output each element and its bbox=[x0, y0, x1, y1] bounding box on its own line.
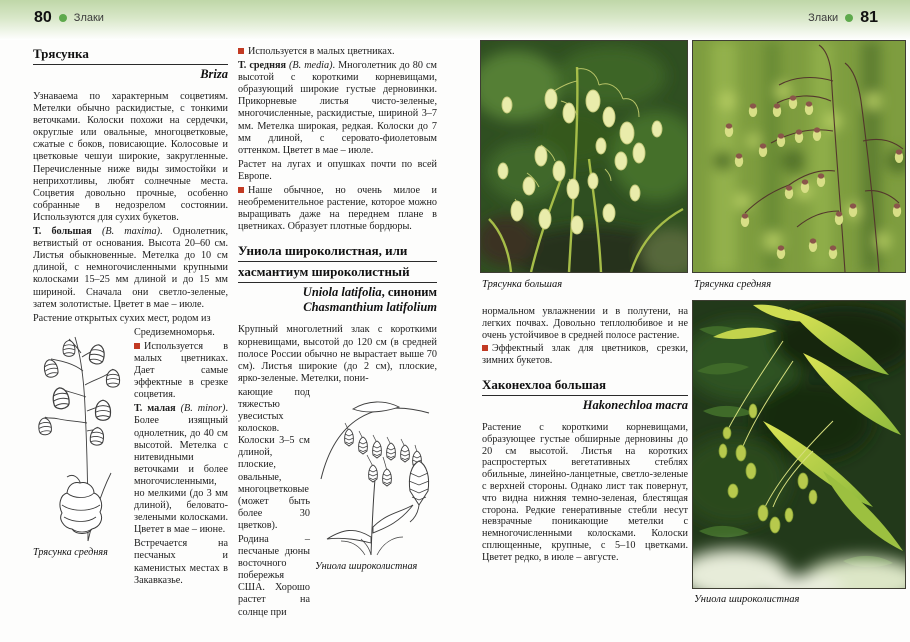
figure-caption-briza: Трясунка средняя bbox=[33, 546, 108, 558]
red-square-bullet-icon bbox=[238, 48, 244, 54]
photo-briza-media bbox=[692, 40, 906, 273]
photo-caption-briza-maxima: Трясунка большая bbox=[482, 279, 563, 290]
paragraph-uniola-origin: Родина – песчаные дюны восточного побережья США. Хорошо растет на солнце при bbox=[238, 534, 310, 618]
paragraph-briza-minor-habitat: Встречается на песчаных и каменистых местах в Закавказье. bbox=[134, 538, 228, 586]
article-title-hakonechloa: Хаконехлоа большая bbox=[482, 377, 688, 396]
red-square-bullet-icon bbox=[134, 343, 140, 349]
page-header-band bbox=[0, 0, 910, 40]
article-latin-hakonechloa: Hakonechloa macra bbox=[582, 397, 688, 412]
page80-header bbox=[34, 9, 104, 27]
article-latin-briza: Briza bbox=[200, 67, 228, 81]
paragraph-briza-habitat: Растение открытых сухих мест, родом из bbox=[33, 312, 211, 324]
wrapped-text bbox=[134, 327, 228, 589]
page81-text-column bbox=[482, 306, 688, 566]
section-label: Злаки bbox=[73, 12, 104, 24]
paragraph-briza-maxima: Т. большая (B. maxima). Однолетник, ветвистый от основания. Высота 20–60 см. Листья обыкновенные. Метелка до 10 см длиной, с немногочисленными крупными колосками 15–25 мм длиной и до 15 мм шириной. Сначала они светло-зеленые, затем золотистые. Цветет в мае – июле. bbox=[33, 226, 228, 310]
paragraph-hakonechloa: Растение с короткими корневищами, образующее густые обширные дерновины до 20 см высотой. Листья на коротких распростертых вегетативных стеблях обильные, линейно-ланцетные, светло-зеленые с верхней стороны. Однако лист так повернут, что видна нижняя темно-зеленая, блестящая сторона. Редкие генеративные стебли несут невзрачные поникающие метелки с немногочисленными колосками. Колоски сплющенные, крупные, с 5–10 цветками. Цветет редко, в июле – августе. bbox=[482, 421, 688, 563]
paragraph-uniola: Крупный многолетний злак с короткими корневищами, высотой до 120 см (в средней полосе России обычно не вырастает выше 70 см). Листья широкие (до 2 см), плоские, ярко-зеленые. Метелки, пони- bbox=[238, 324, 437, 384]
figure-text-wrap bbox=[33, 327, 228, 589]
uniola-drawing-art bbox=[315, 387, 437, 559]
red-square-bullet-icon bbox=[482, 345, 488, 351]
article-latin-uniola: Uniola latifolia, синоним Chasmanthium latifolium bbox=[302, 285, 437, 315]
wrapped-text bbox=[238, 387, 310, 621]
section-label: Злаки bbox=[808, 12, 839, 24]
paragraph-uniola-continued: нормальном увлажнении и в полутени, на легких почвах. Довольно теплолюбивое и не очень устойчивое в средней полосе растение. bbox=[482, 306, 688, 341]
red-square-bullet-icon bbox=[238, 187, 244, 193]
paragraph-briza-habitat-wrap: Средиземноморья. bbox=[134, 326, 215, 338]
figure-caption-uniola: Униола широколистная bbox=[315, 560, 418, 572]
article-title-briza: Трясунка bbox=[33, 46, 228, 65]
photo-uniola bbox=[692, 300, 906, 589]
green-dot-icon bbox=[59, 14, 67, 22]
paragraph-media: Т. средняя (B. media). Многолетник до 80 см высотой с короткими корневищами, образующий широкие густые дерновинки. Прикорневые листья чисто-зеленые, многочисленные, раскидистые, шириной 3–7 мм. Метелка широкая, редкая. Колоски до 7 мм длиной, с серовато-фиолетовым оттенком. Цветет в мае – июле. bbox=[238, 60, 437, 156]
page80-column2 bbox=[238, 46, 437, 621]
paragraph-briza-minor: Т. малая (B. minor). Более изящный однолетник, до 40 см высотой. Метелка с нитевидными веточками и более многочисленными, но мелкими (до 3 мм длиной), беловато-зелеными колосками. Цветет в мае – июне. bbox=[134, 403, 228, 536]
uniola-line-drawing bbox=[315, 387, 437, 572]
page80-column1 bbox=[33, 46, 228, 589]
paragraph-uniola-note: Эффектный злак для цветников, срезки, зимних букетов. bbox=[482, 343, 688, 367]
photo-caption-uniola: Униола широколистная bbox=[694, 594, 800, 605]
article-title-uniola: Униола широколистная, или хасмантиум широколистный bbox=[238, 243, 437, 283]
paragraph-media-note: Наше обычное, но очень милое и необременительное растение, которое можно выращивать даже на переднем плане в цветниках. Образует плотные бордюры. bbox=[238, 185, 437, 233]
photo-caption-briza-media: Трясунка средняя bbox=[694, 279, 772, 290]
paragraph-uniola-wrap: кающие под тяжестью увесистых колосков. Колоски 3–5 см длиной, плоские, овальные, многоцветковые (может быть более 30 цветков). bbox=[238, 386, 310, 531]
paragraph-briza-intro: Узнаваема по характерным соцветиям. Метелки обычно раскидистые, с тонкими веточками. Колоски похожи на сердечки, округлые или овальные, многоцветковые, сжатые с боков, повисающие. Колосовые и цветковые чешуи широкие, закругленные. Перечисленные ниже виды зимостойки и неприхотливы, любят солнечные места. Соцветия довольно прочные, особенно собранные в недозрелом состоянии. Используются для сухих букетов. bbox=[33, 91, 228, 223]
paragraph-media-use: Используется в малых цветниках. bbox=[238, 46, 437, 58]
briza-drawing-art bbox=[33, 327, 129, 545]
paragraph-briza-use: Используется в малых цветниках. Дает самые эффектные в срезке соцветия. bbox=[134, 340, 228, 401]
page81-header bbox=[808, 9, 878, 27]
page-number-left: 80 bbox=[34, 9, 52, 26]
briza-line-drawing bbox=[33, 327, 129, 558]
photo-briza-maxima bbox=[480, 40, 688, 273]
green-dot-icon bbox=[845, 14, 853, 22]
paragraph-media-habitat: Растет на лугах и опушках почти по всей Европе. bbox=[238, 158, 437, 182]
figure-text-wrap bbox=[238, 387, 437, 621]
page-number-right: 81 bbox=[860, 9, 878, 26]
